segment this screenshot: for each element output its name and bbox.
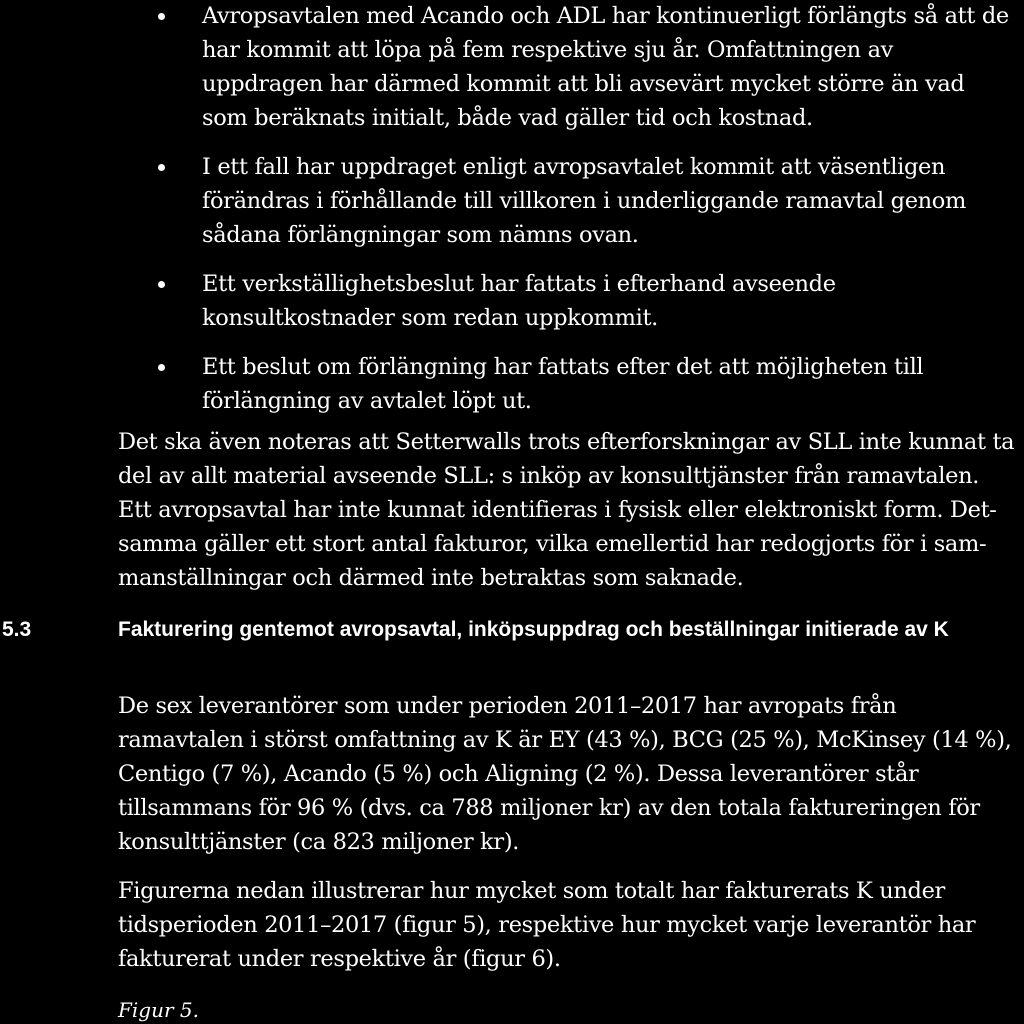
- section-number: 5.3: [2, 618, 32, 641]
- paragraph-missing-material: Det ska även noteras att Setterwalls trots efterforskningar av SLL inte kunnat ta del av allt material avseende SLL: s inköp av konsulttjänster från ramavtalen. Ett avropsavtal har inte kunnat identifieras i fysisk eller elektroniskt form. Det-samma gäller ett stort antal fakturor, vilka emellertid har redogjorts för i sam-manställningar och därmed inte betraktas som saknade.: [118, 429, 1015, 591]
- figure-caption: Figur 5.: [118, 998, 199, 1022]
- paragraph-figures: Figurerna nedan illustrerar hur mycket som totalt har fakturerats K under tidsperioden 2011–2017 (figur 5), respektive hur mycket varje leverantör har fakturerat under respektive år (figur 6).: [118, 878, 976, 972]
- bullet-item: [150, 150, 1010, 252]
- bullet-item: [150, 267, 1010, 335]
- bullet-item: [150, 0, 1010, 135]
- section-title: Fakturering gentemot avropsavtal, inköpsuppdrag och beställningar initierade av K: [118, 618, 949, 641]
- bullet-text: I ett fall har uppdraget enligt avropsavtalet kommit att väsentligen förändras i förhållande till villkoren i underliggande ramavtal genom sådana förlängningar som nämns ovan.: [202, 154, 966, 248]
- bullet-text: Ett beslut om förlängning har fattats efter det att möjligheten till förlängning av avtalet löpt ut.: [202, 354, 924, 414]
- bullet-dot-icon: [158, 364, 165, 371]
- paragraph-suppliers: De sex leverantörer som under perioden 2011–2017 har avropats från ramavtalen i störst omfattning av K är EY (43 %), BCG (25 %), McKinsey (14 %), Centigo (7 %), Acando (5 %) och Aligning (2 %). Dessa leverantörer står tillsammans för 96 % (dvs. ca 788 miljoner kr) av den totala faktureringen för konsulttjänster (ca 823 miljoner kr).: [118, 693, 1012, 855]
- bullet-item: [150, 350, 1010, 418]
- bullet-dot-icon: [158, 281, 165, 288]
- bullet-list: [150, 0, 1010, 433]
- bullet-text: Ett verkställighetsbeslut har fattats i efterhand avseende konsultkostnader som redan uppkommit.: [202, 271, 836, 331]
- bullet-text: Avropsavtalen med Acando och ADL har kontinuerligt förlängts så att de har kommit att löpa på fem respektive sju år. Omfattningen av uppdragen har därmed kommit att bli avsevärt mycket större än vad som beräknats initialt, både vad gäller tid och kostnad.: [202, 3, 1009, 131]
- bullet-dot-icon: [158, 13, 165, 20]
- bullet-dot-icon: [158, 164, 165, 171]
